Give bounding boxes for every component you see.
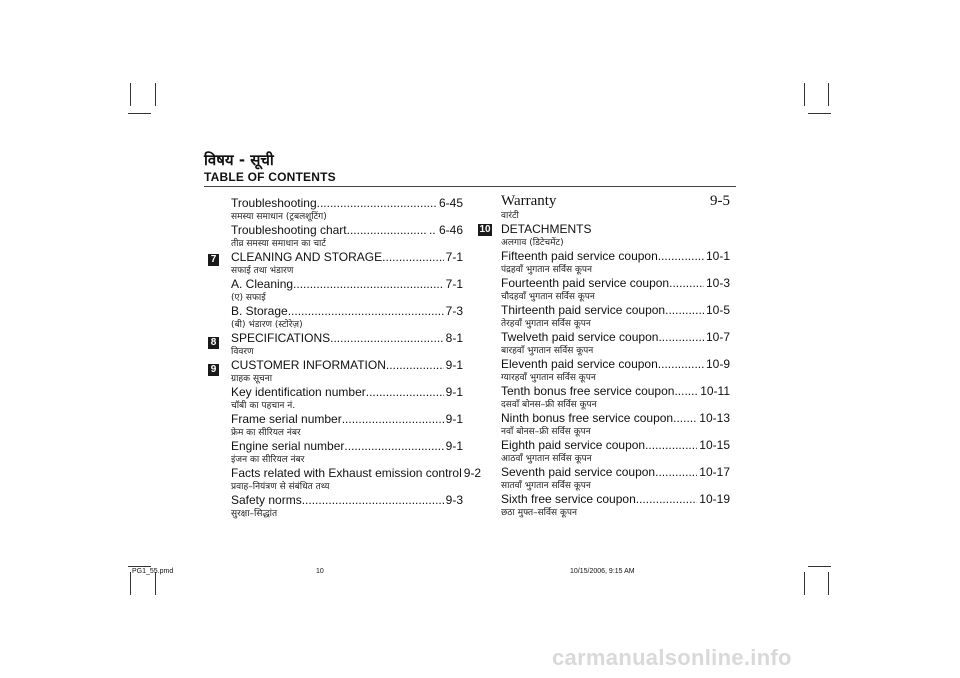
toc-left-column bbox=[231, 196, 482, 520]
warranty-page: 9-5 bbox=[710, 193, 730, 209]
toc-entry-hindi: ग्यारहवाँ भुगतान सर्विस कूपन bbox=[501, 373, 596, 383]
toc-entry-title: CLEANING AND STORAGE bbox=[231, 250, 383, 264]
toc-entry-detachments[interactable] bbox=[501, 222, 730, 249]
toc-entry-page: 6-45 bbox=[438, 196, 463, 210]
toc-entry-page: 9-2 bbox=[463, 466, 482, 480]
detachments-label: DETACHMENTS bbox=[501, 222, 592, 236]
toc-entry-page: 9-1 bbox=[445, 439, 463, 453]
toc-entry[interactable] bbox=[501, 276, 730, 303]
toc-entry-hindi: चॉबी का पहचान नं. bbox=[231, 401, 296, 411]
toc-entry-hindi: (बी) भंडारण (स्टोरेज़) bbox=[231, 320, 303, 330]
toc-entry[interactable] bbox=[501, 384, 730, 411]
toc-entry-hindi: प्रवाह–नियंत्रण से संबंधित तथ्य bbox=[231, 482, 330, 492]
toc-leader-dots bbox=[386, 358, 444, 373]
toc-entry-page: 9-1 bbox=[445, 385, 463, 399]
toc-entry[interactable] bbox=[231, 412, 463, 439]
toc-entry-hindi: आठवाँ भुगतान सर्विस कूपन bbox=[501, 454, 592, 464]
toc-entry[interactable] bbox=[231, 385, 463, 412]
toc-entry-title: Sixth free service coupon bbox=[501, 492, 636, 506]
toc-leader-dots bbox=[669, 276, 704, 291]
footer-timestamp: 10/15/2006, 9:15 AM bbox=[570, 568, 635, 575]
toc-leader-dots bbox=[342, 412, 444, 427]
toc-entry-page: 10-17 bbox=[699, 465, 730, 479]
toc-entry[interactable] bbox=[501, 330, 730, 357]
toc-entry-title: A. Cleaning bbox=[231, 277, 294, 291]
toc-entry-title: Seventh paid service coupon bbox=[501, 465, 656, 479]
toc-entry-hindi: विवरण bbox=[231, 347, 254, 357]
toc-entry[interactable] bbox=[501, 438, 730, 465]
toc-leader-dots bbox=[382, 250, 444, 265]
toc-entry-hindi: इंजन का सीरियल नंबर bbox=[231, 455, 305, 465]
page-title-hindi: विषय - सूची bbox=[204, 151, 274, 169]
toc-entry-title: B. Storage bbox=[231, 304, 288, 318]
toc-leader-dots bbox=[655, 465, 697, 480]
toc-leader-dots bbox=[658, 249, 704, 264]
toc-entry-title: Fifteenth paid service coupon bbox=[501, 249, 658, 263]
footer-filename: PG1_55.pmd bbox=[132, 568, 174, 575]
warranty-hindi: वारंटी bbox=[501, 211, 519, 221]
toc-entry[interactable] bbox=[501, 465, 730, 492]
toc-entry-page: 10-7 bbox=[705, 330, 730, 344]
toc-leader-dots bbox=[288, 304, 444, 319]
toc-entry-title: Eleventh paid service coupon bbox=[501, 357, 658, 371]
toc-entry-page: 9-1 bbox=[445, 412, 463, 426]
toc-leader-dots bbox=[636, 492, 698, 507]
toc-entry[interactable] bbox=[501, 249, 730, 276]
toc-entry-title: Safety norms bbox=[231, 493, 302, 507]
toc-entry-hindi: दसवाँ बोनस–फ्री सर्विस कूपन bbox=[501, 400, 597, 410]
title-divider bbox=[204, 186, 736, 187]
toc-entry-title: Thirteenth paid service coupon bbox=[501, 303, 666, 317]
toc-entry-hindi: चौदहवाँ भुगतान सर्विस कूपन bbox=[501, 292, 595, 302]
toc-entry[interactable] bbox=[231, 277, 463, 304]
toc-entry-page: 10-3 bbox=[705, 276, 730, 290]
toc-entry[interactable] bbox=[501, 303, 730, 330]
toc-entry-page: 9-1 bbox=[445, 358, 463, 372]
toc-entry-page: 10-13 bbox=[699, 411, 730, 425]
toc-entry[interactable] bbox=[231, 331, 463, 358]
page-title: TABLE OF CONTENTS bbox=[204, 170, 336, 184]
toc-entry[interactable] bbox=[231, 304, 463, 331]
toc-entry-title: Troubleshooting bbox=[231, 196, 317, 210]
toc-entry[interactable] bbox=[231, 358, 463, 385]
toc-entry-hindi: ग्राहक सूचना bbox=[231, 374, 273, 384]
toc-leader-dots bbox=[317, 196, 437, 211]
toc-entry-hindi: सातवाँ भुगतान सर्विस कूपन bbox=[501, 481, 591, 491]
toc-entry-page: 7-1 bbox=[445, 250, 463, 264]
toc-entry[interactable] bbox=[231, 493, 463, 520]
toc-entry-hindi: तेरहवाँ भुगतान सर्विस कूपन bbox=[501, 319, 591, 329]
toc-leader-dots bbox=[347, 223, 427, 238]
section-tab-9[interactable]: 9 bbox=[208, 364, 219, 376]
toc-entry-hindi: (ए) सफाई bbox=[231, 293, 266, 303]
toc-entry[interactable] bbox=[231, 223, 463, 250]
toc-entry-page: 8-1 bbox=[445, 331, 463, 345]
toc-leader-dots bbox=[645, 438, 697, 453]
detachments-hindi: अलगाव (डिटेचमेंट) bbox=[501, 238, 564, 248]
toc-entry[interactable] bbox=[231, 250, 463, 277]
toc-entry-hindi: बारहवाँ भुगतान सर्विस कूपन bbox=[501, 346, 594, 356]
toc-entry-page: 10-19 bbox=[699, 492, 730, 506]
toc-leader-dots bbox=[658, 330, 704, 345]
toc-entry-title: Fourteenth paid service coupon bbox=[501, 276, 670, 290]
section-tab-7[interactable]: 7 bbox=[208, 254, 219, 266]
footer-page-number: 10 bbox=[316, 568, 324, 575]
toc-leader-dots bbox=[330, 331, 444, 346]
toc-entry-page: 10-15 bbox=[699, 438, 730, 452]
section-tab-10[interactable]: 10 bbox=[479, 224, 491, 235]
toc-entry-page: 9-3 bbox=[445, 493, 463, 507]
toc-entry-hindi: फ्रेम का सीरियल नंबर bbox=[231, 428, 301, 438]
toc-entry-hindi: तीव्र समस्या समाधान का चार्ट bbox=[231, 239, 326, 249]
toc-entry-page: 7-1 bbox=[445, 277, 463, 291]
toc-entry[interactable] bbox=[231, 466, 482, 493]
toc-leader-dots bbox=[673, 411, 697, 426]
toc-entry-hindi: समस्या समाधान (ट्रबलशूटिंग) bbox=[231, 212, 327, 222]
toc-entry-hindi: नवाँ बोनस–फ्री सर्विस कूपन bbox=[501, 427, 591, 437]
toc-entry[interactable] bbox=[231, 196, 463, 223]
toc-entry-title: Frame serial number bbox=[231, 412, 342, 426]
toc-leader-dots bbox=[665, 303, 704, 318]
toc-leader-dots bbox=[293, 277, 444, 292]
toc-entry-title: Key identification number bbox=[231, 385, 366, 399]
toc-entry[interactable] bbox=[231, 439, 463, 466]
toc-leader-dots bbox=[302, 493, 444, 508]
toc-entry[interactable] bbox=[501, 492, 730, 519]
toc-entry[interactable] bbox=[501, 357, 730, 384]
section-tab-8[interactable]: 8 bbox=[208, 337, 219, 349]
toc-entry-title: Troubleshooting chart bbox=[231, 223, 347, 237]
toc-right-column bbox=[501, 193, 730, 519]
toc-entry-hindi: सुरक्षा–सिद्धांत bbox=[231, 509, 278, 519]
toc-leader-dots bbox=[366, 385, 444, 400]
toc-entry-warranty[interactable] bbox=[501, 193, 730, 222]
toc-entry-page: 7-3 bbox=[445, 304, 463, 318]
toc-entry-hindi: पंद्रहवाँ भुगतान सर्विस कूपन bbox=[501, 265, 592, 275]
toc-entry-title: Engine serial number bbox=[231, 439, 345, 453]
watermark: carmanualsonline.info bbox=[552, 645, 792, 670]
warranty-label: Warranty bbox=[501, 193, 557, 209]
toc-entry-page: .. 6-46 bbox=[428, 223, 463, 237]
toc-entry-title: SPECIFICATIONS bbox=[231, 331, 331, 345]
toc-entry-page: 10-11 bbox=[700, 384, 730, 398]
toc-entry-hindi: सफाई तथा भंडारण bbox=[231, 266, 294, 276]
toc-leader-dots bbox=[674, 384, 698, 399]
toc-entry-hindi: छठा मुफ्त–सर्विस कूपन bbox=[501, 508, 577, 518]
toc-entry-title: Tenth bonus free service coupon bbox=[501, 384, 675, 398]
toc-entry-title: Twelveth paid service coupon bbox=[501, 330, 659, 344]
toc-entry-page: 10-1 bbox=[705, 249, 730, 263]
toc-leader-dots bbox=[344, 439, 443, 454]
toc-entry-title: Facts related with Exhaust emission control bbox=[231, 466, 462, 480]
toc-entry-title: Ninth bonus free service coupon bbox=[501, 411, 674, 425]
toc-entry-title: CUSTOMER INFORMATION bbox=[231, 358, 386, 372]
toc-entry[interactable] bbox=[501, 411, 730, 438]
toc-leader-dots bbox=[658, 357, 704, 372]
toc-entry-page: 10-9 bbox=[705, 357, 730, 371]
toc-entry-title: Eighth paid service coupon bbox=[501, 438, 646, 452]
toc-entry-page: 10-5 bbox=[705, 303, 730, 317]
